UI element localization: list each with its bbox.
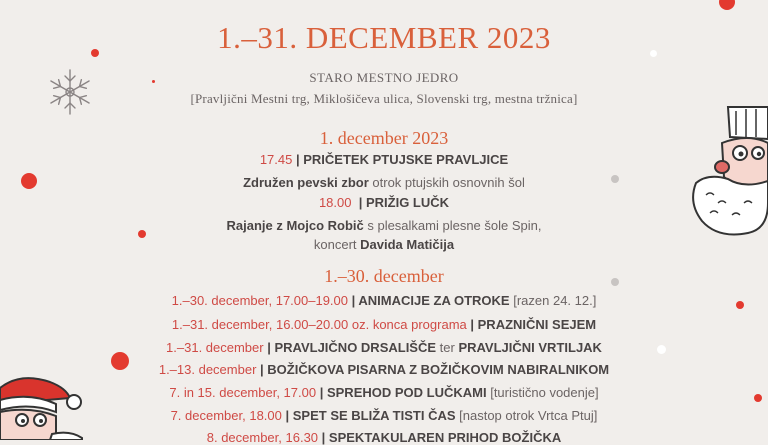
event-date: 1.–30. december, 17.00–19.00 — [171, 293, 349, 308]
event-title: SPEKTAKULAREN PRIHOD BOŽIČKA — [328, 430, 562, 445]
event-separator: | — [351, 195, 366, 210]
event-separator: | — [263, 340, 275, 355]
event-item — [0, 430, 768, 445]
event-separator: | — [318, 430, 329, 445]
event-item — [0, 340, 768, 355]
event-separator: | — [348, 293, 359, 308]
event-title: PRIŽIG LUČK — [365, 195, 450, 210]
event-date: 7. in 15. december, 17.00 — [169, 385, 317, 400]
page-title: 1.–31. DECEMBER 2023 — [217, 20, 551, 55]
event-description: otrok ptujskih osnovnih šol — [368, 175, 525, 190]
decor-dot — [719, 0, 735, 10]
section-heading-1-december: 1. december 2023 — [319, 128, 449, 148]
event-title: PRAVLJIČNO DRSALIŠČE — [274, 340, 437, 355]
event-item — [0, 175, 768, 190]
event-title: PRIČETEK PTUJSKE PRAVLJICE — [303, 152, 509, 167]
event-prefix: koncert — [313, 237, 361, 252]
event-item — [0, 195, 768, 210]
event-item — [0, 152, 768, 167]
event-separator: | — [316, 385, 327, 400]
event-date: 7. december, 18.00 — [170, 408, 282, 423]
event-title: ANIMACIJE ZA OTROKE — [358, 293, 510, 308]
event-date: 1.–31. december — [166, 340, 264, 355]
event-note: [razen 24. 12.] — [509, 293, 597, 308]
performer-name: Rajanje z Mojco Robič — [226, 218, 364, 233]
section-heading-1-30-december: 1.–30. december — [324, 266, 444, 286]
event-separator: | — [256, 362, 268, 377]
event-item — [0, 293, 768, 308]
performer-name: Davida Matičija — [360, 237, 455, 252]
event-item — [0, 385, 768, 400]
venue-list: [Pravljični Mestni trg, Miklošičeva ulica, Slovenski trg, mestna tržnica] — [190, 91, 578, 106]
event-date: 8. december, 16.30 — [206, 430, 319, 445]
event-time: 18.00 — [318, 195, 352, 210]
event-time: 17.45 — [259, 152, 293, 167]
event-item — [0, 408, 768, 423]
event-item — [0, 317, 768, 332]
event-description: s plesalkami plesne šole Spin, — [363, 218, 542, 233]
event-separator: | — [466, 317, 478, 332]
event-connector: ter — [436, 340, 459, 355]
event-separator: | — [281, 408, 293, 423]
event-title: PRAZNIČNI SEJEM — [477, 317, 597, 332]
location-subtitle: STARO MESTNO JEDRO — [309, 70, 459, 85]
performer-name: Združen pevski zbor — [243, 175, 369, 190]
event-item — [0, 237, 768, 252]
event-item — [0, 362, 768, 377]
event-separator: | — [292, 152, 304, 167]
event-date: 1.–13. december — [158, 362, 257, 377]
event-title-secondary: PRAVLJIČNI VRTILJAK — [458, 340, 602, 355]
event-item — [0, 218, 768, 233]
event-note: [nastop otrok Vrtca Ptuj] — [455, 408, 598, 423]
event-note: [turistično vodenje] — [486, 385, 599, 400]
event-date: 1.–31. december, 16.00–20.00 oz. konca programa — [171, 317, 467, 332]
event-title: BOŽIČKOVA PISARNA Z BOŽIČKOVIM NABIRALNIKOM — [267, 362, 610, 377]
event-title: SPREHOD POD LUČKAMI — [326, 385, 487, 400]
event-title: SPET SE BLIŽA TISTI ČAS — [292, 408, 456, 423]
